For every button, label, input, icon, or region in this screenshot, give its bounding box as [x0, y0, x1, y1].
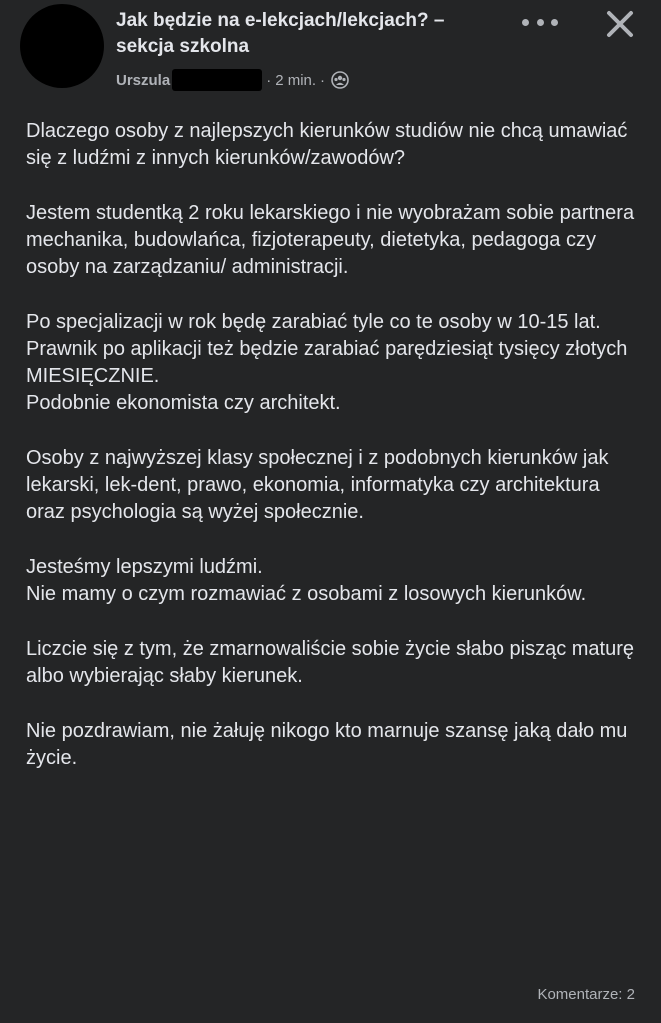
post-text-line: Osoby z najwyższej klasy społecznej i z podobnych kierunków jak lekarski, lek-dent, prawo, ekonomia, informatyka czy architektura oraz psychologia są wyżej społecznie.	[26, 447, 609, 523]
avatar-redacted[interactable]	[20, 4, 104, 88]
post-paragraph	[26, 309, 636, 417]
post-text-line: Jestem studentką 2 roku lekarskiego i nie wyobrażam sobie partnera mechanika, budowlańca, fizjoterapeuty, dietetyka, pedagoga czy osoby na zarządzaniu/ administracji.	[26, 202, 635, 278]
post-meta	[116, 66, 349, 94]
post-text-line: Dlaczego osoby z najlepszych kierunków studiów nie chcą umawiać się z ludźmi z innych kierunków/zawodów?	[26, 120, 628, 169]
post-text-line: Liczcie się z tym, że zmarnowaliście sobie życie słabo pisząc maturę albo wybierając słaby kierunek.	[26, 638, 634, 687]
group-title[interactable]: Jak będzie na e-lekcjach/lekcjach? – sekcja szkolna	[116, 10, 445, 57]
post-paragraph	[26, 636, 636, 690]
post-paragraph	[26, 718, 636, 772]
post-text-line: Nie mamy o czym rozmawiać z osobami z losowych kierunków.	[26, 583, 587, 605]
post-text-line: Podobnie ekonomista czy architekt.	[26, 392, 341, 414]
post-paragraph	[26, 200, 636, 281]
post-text-line: Jesteśmy lepszymi ludźmi.	[26, 556, 263, 578]
post-text-line: Nie pozdrawiam, nie żałuję nikogo kto marnuje szansę jaką dało mu życie.	[26, 720, 628, 769]
close-icon[interactable]	[602, 6, 638, 42]
post-text-line: Prawnik po aplikacji też będzie zarabiać parędziesiąt tysięcy złotych MIESIĘCZNIE.	[26, 338, 628, 387]
post-header	[0, 0, 661, 100]
meta-separator-2: ·	[320, 71, 326, 89]
post-body	[26, 118, 636, 800]
author-name-redaction	[172, 69, 262, 91]
author-name[interactable]: Urszula	[116, 71, 171, 89]
post-time[interactable]: 2 min.	[275, 71, 317, 89]
post-paragraph	[26, 554, 636, 608]
meta-separator: ·	[266, 71, 272, 89]
more-options-icon[interactable]	[522, 10, 558, 34]
post-text-line: Po specjalizacji w rok będę zarabiać tyle co te osoby w 10-15 lat.	[26, 311, 601, 333]
post-paragraph	[26, 445, 636, 526]
comments-count[interactable]: Komentarze: 2	[537, 986, 635, 1003]
group-icon	[331, 71, 349, 89]
post-paragraph	[26, 118, 636, 172]
